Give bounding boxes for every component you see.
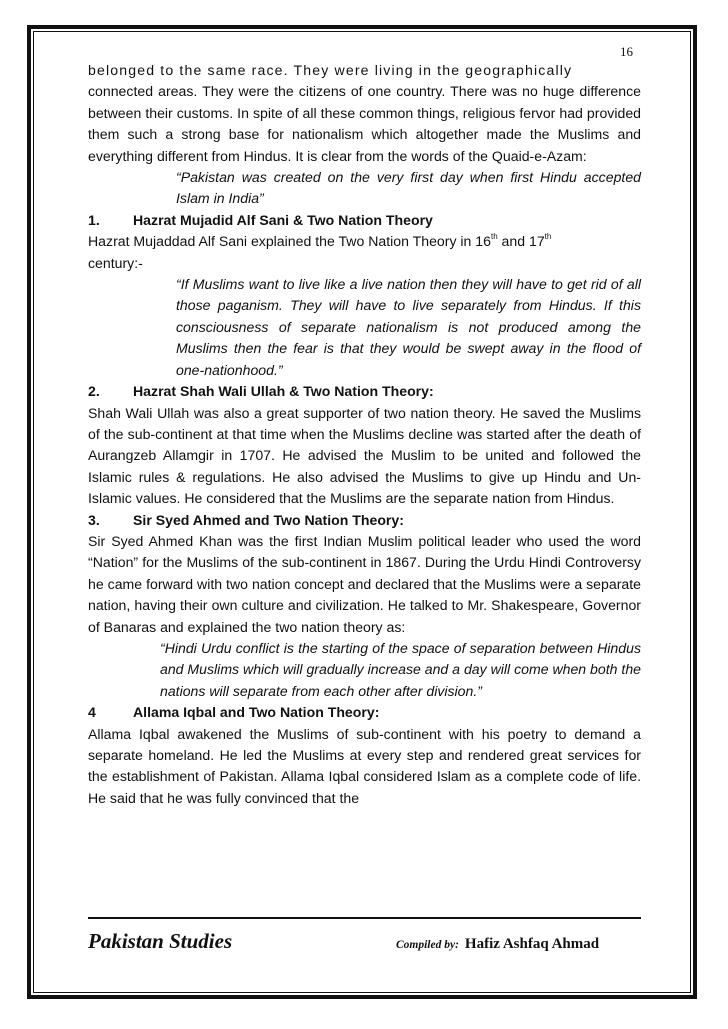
section-4-text: Allama Iqbal awakened the Muslims of sub-continent with his poetry to demand a separate homeland. He led the Muslims at every step and rendered great services for the establishment of Pakistan. Allama Iqbal considered Islam as a complete code of life. He said that he was fully convinced that the xyxy=(88,725,641,806)
section-4-heading xyxy=(88,702,641,723)
section-2-number: 2. xyxy=(88,383,100,400)
section-1-sup-a: th xyxy=(490,232,498,242)
section-1-quote: “If Muslims want to live like a live nation then they will have to get rid of all those paganism. They will have to live separately from Hindus. If this consciousness of separate nationalism is not produced among the Muslims then the fear is that they would be swept away in the flood of one-nationhood.” xyxy=(176,276,641,378)
section-3-heading xyxy=(88,510,641,531)
intro-line-1: belonged to the same race. They were living in the geographically xyxy=(88,62,573,78)
section-1-heading xyxy=(88,210,641,231)
section-1-text xyxy=(88,231,641,274)
section-4-title: Allama Iqbal and Two Nation Theory: xyxy=(133,704,380,721)
footer-title: Pakistan Studies xyxy=(88,929,233,953)
section-3-text: Sir Syed Ahmed Khan was the first Indian Muslim political leader who used the word “Nation” for the Muslims of the sub-continent in 1867. During the Urdu Hindi Controversy he came forward with two nation concept and declared that the Muslims were a separate nation, having their own culture and civilization. He talked to Mr. Shakespeare, Governor of Banaras and explained the two nation theory as: xyxy=(88,532,641,635)
section-3-title: Sir Syed Ahmed and Two Nation Theory: xyxy=(133,511,404,528)
footer-compiled-label: Compiled by: xyxy=(396,939,459,951)
section-2-title: Hazrat Shah Wali Ullah & Two Nation Theory: xyxy=(133,383,434,400)
section-1-number: 1. xyxy=(88,211,100,228)
quaid-quote: “Pakistan was created on the very first day when first Hindu accepted Islam in India” xyxy=(176,169,641,207)
footer-author: Hafiz Ashfaq Ahmad xyxy=(464,936,600,952)
intro-rest: connected areas. They were the citizens of one country. There was no huge difference between their customs. In spite of all these common things, religious fervor had provided them such a strong base for nationalism which altogether made the Muslims and everything different from Hindus. It is clear from the words of the Quaid-e-Azam: xyxy=(88,83,641,164)
section-1-text-b: and 17 xyxy=(497,233,545,250)
section-1-sup-b: th xyxy=(544,232,552,242)
page-body xyxy=(88,60,641,809)
footer-rule xyxy=(88,917,641,919)
footer-credit xyxy=(396,936,599,953)
section-1-text-a: Hazrat Mujaddad Alf Sani explained the Two Nation Theory in 16 xyxy=(88,233,491,250)
section-4-number: 4 xyxy=(88,704,96,721)
section-1-text-c: century:- xyxy=(88,254,143,271)
section-2-heading xyxy=(88,381,641,402)
intro-paragraph xyxy=(88,60,641,167)
page-number: 16 xyxy=(620,44,633,59)
section-3-number: 3. xyxy=(88,511,100,528)
section-2-text: Shah Wali Ullah was also a great supporter of two nation theory. He saved the Muslims of the sub-continent at that time when the Muslims decline was started after the death of Aurangzeb Allamgir in 1707. He advised the Muslim to be united and followed the Islamic rules & regulations. He also advised the Muslims to give up Hindu and Un-Islamic values. He considered that the Muslims are the separate nation from Hindus. xyxy=(88,404,641,507)
section-1-title: Hazrat Mujadid Alf Sani & Two Nation Theory xyxy=(133,211,433,228)
section-3-quote: “Hindi Urdu conflict is the starting of the space of separation between Hindus and Muslims which will gradually increase and a day will come when both the nations will separate from each other after division.” xyxy=(160,639,641,699)
